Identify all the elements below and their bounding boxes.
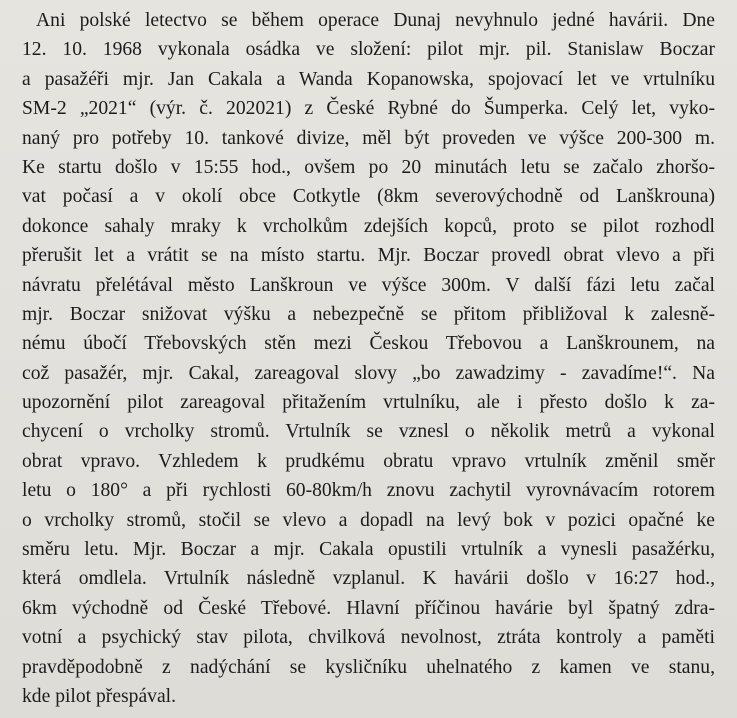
text-line: směru letu. Mjr. Boczar a mjr. Cakala opustili vrtulník a vynesli pasažérku, xyxy=(22,539,715,561)
text-line: což pasažér, mjr. Cakal, zareagoval slovy „bo zawadzimy - zavadíme!“. Na xyxy=(22,362,715,384)
text-line: návratu přelétával město Lanškroun ve výšce 300m. V další fázi letu začal xyxy=(22,274,715,296)
text-line: chycení o vrcholky stromů. Vrtulník se vznesl o několik metrů a vykonal xyxy=(22,421,715,443)
text-line: která omdlela. Vrtulník následně vzplanul. K havárii došlo v 16:27 hod., xyxy=(22,568,715,590)
text-line: letu o 180° a při rychlosti 60-80km/h znovu zachytil vyrovnávacím rotorem xyxy=(22,480,715,502)
text-line: a pasažéři mjr. Jan Cakala a Wanda Kopanowska, spojovací let ve vrtulníku xyxy=(22,68,715,90)
text-line: dokonce sahaly mraky k vrcholkům zdejších kopců, proto se pilot rozhodl xyxy=(22,215,715,237)
text-line: pravděpodobně z nadýchání se kysličníku uhelnatého z kamen ve stanu, xyxy=(22,656,715,678)
text-line: přerušit let a vrátit se na místo startu. Mjr. Boczar provedl obrat vlevo a při xyxy=(22,245,715,267)
text-line: SM-2 „2021“ (výr. č. 202021) z České Rybné do Šumperka. Celý let, vyko- xyxy=(22,98,715,120)
text-line: upozornění pilot zareagoval přitažením vrtulníku, ale i přesto došlo k za- xyxy=(22,392,715,414)
text-line: nému úbočí Třebovských stěn mezi Českou Třebovou a Lanškrounem, na xyxy=(22,333,715,355)
text-line: 6km východně od České Třebové. Hlavní příčinou havárie byl špatný zdra- xyxy=(22,597,715,619)
text-line: mjr. Boczar snižovat výšku a nebezpečně se přitom přibližoval k zalesně- xyxy=(22,303,715,325)
text-line: Ani polské letectvo se během operace Dunaj nevyhnulo jedné havárii. Dne xyxy=(36,10,715,31)
text-line: votní a psychický stav pilota, chvilková nevolnost, ztráta kontroly a paměti xyxy=(22,627,715,649)
text-line: o vrcholky stromů, stočil se vlevo a dopadl na levý bok v pozici opačné ke xyxy=(22,509,715,531)
text-line: kde pilot přespával. xyxy=(22,685,176,707)
text-line: obrat vpravo. Vzhledem k prudkému obratu vpravo vrtulník změnil směr xyxy=(22,450,715,472)
body-paragraph xyxy=(22,6,715,711)
text-line: vat počasí a v okolí obce Cotkytle (8km severovýchodně od Lanškrouna) xyxy=(22,186,715,208)
text-line: Ke startu došlo v 15:55 hod., ovšem po 20 minutách letu se začalo zhoršo- xyxy=(22,156,715,178)
text-line: naný pro potřeby 10. tankové divize, měl být proveden ve výšce 200-300 m. xyxy=(22,127,715,149)
text-line: 12. 10. 1968 vykonala osádka ve složení: pilot mjr. pil. Stanislaw Boczar xyxy=(22,39,715,61)
